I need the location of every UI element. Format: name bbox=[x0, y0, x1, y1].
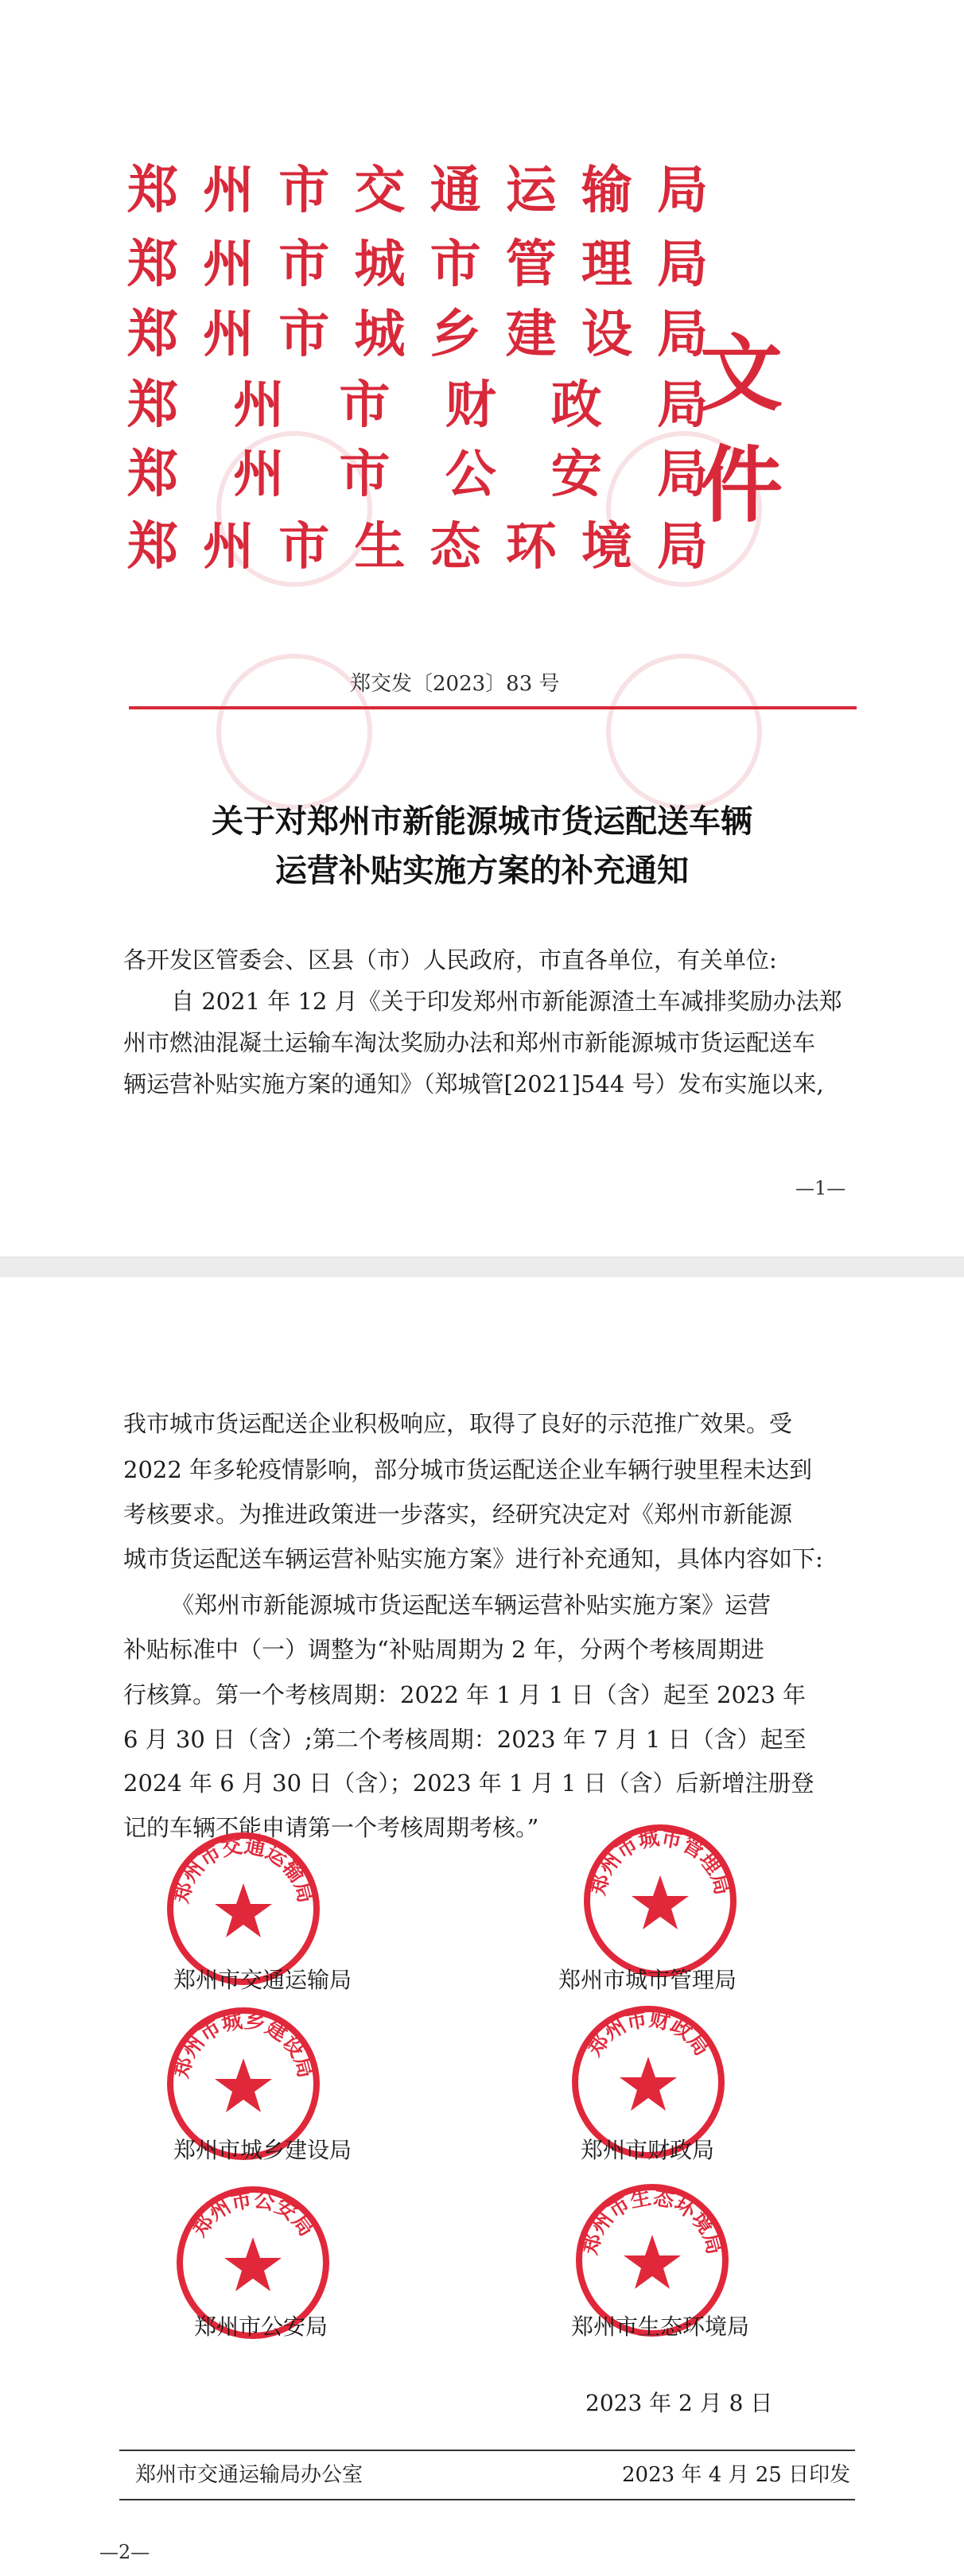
notice-title-line-1: 关于对郑州市新能源城市货运配送车辆 bbox=[212, 802, 752, 840]
body-paragraph-line: 记的车辆不能申请第一个考核周期考核。” bbox=[123, 1814, 539, 1841]
header-org-line-1: 郑 州 市 交 通 运 输 局 bbox=[127, 161, 708, 220]
red-divider-rule bbox=[129, 706, 857, 709]
body-paragraph-line: 我市城市货运配送企业积极响应，取得了良好的示范推广效果。受 bbox=[123, 1410, 793, 1437]
body-paragraph-line: 补贴标准中（一）调整为“补贴周期为 2 年，分两个考核周期进 bbox=[123, 1636, 764, 1663]
body-paragraph-line: 2024 年 6 月 30 日（含）；2023 年 1 月 1 日（含）后新增注册登 bbox=[123, 1770, 814, 1797]
footer-issuing-office: 郑州市交通运输局办公室 bbox=[135, 2463, 363, 2487]
body-paragraph-line: 考核要求。为推进政策进一步落实，经研究决定对《郑州市新能源 bbox=[123, 1501, 793, 1528]
header-org-line-3: 郑 州 市 城 乡 建 设 局 bbox=[127, 305, 708, 364]
header-org-line-4: 郑 州 市 财 政 局 bbox=[127, 375, 708, 435]
header-org-line-5: 郑 州 市 公 安 局 bbox=[127, 445, 708, 504]
footer-rule-bottom bbox=[119, 2499, 855, 2500]
signature-org-3: 郑州市城乡建设局 bbox=[173, 2137, 352, 2163]
body-paragraph-line: 辆运营补贴实施方案的通知》（郑城管[2021]544 号）发布实施以来, bbox=[123, 1070, 824, 1098]
signature-org-4: 郑州市财政局 bbox=[581, 2137, 715, 2163]
body-paragraph-line: 州市燃油混凝土运输车淘汰奖励办法和郑州市新能源城市货运配送车 bbox=[123, 1029, 816, 1056]
body-paragraph-line: 城市货运配送车辆运营补贴实施方案》进行补充通知，具体内容如下: bbox=[123, 1545, 823, 1572]
page-separator bbox=[0, 1257, 964, 1278]
page-2 bbox=[0, 1277, 964, 2576]
signature-org-1: 郑州市交通运输局 bbox=[173, 1967, 352, 1993]
page-1 bbox=[0, 0, 964, 1257]
document-suffix: 文件 bbox=[700, 324, 779, 534]
official-seal-city-management bbox=[581, 1821, 740, 1980]
footer-rule-top bbox=[119, 2450, 855, 2451]
svg-text:郑州市城乡建设局: 郑州市城乡建设局 bbox=[169, 2009, 318, 2081]
signature-org-2: 郑州市城市管理局 bbox=[558, 1967, 737, 1993]
footer-print-date: 2023 年 4 月 25 日印发 bbox=[622, 2463, 851, 2487]
body-paragraph-line: 自 2021 年 12 月《关于印发郑州市新能源渣土车减排奖励办法郑 bbox=[171, 988, 842, 1015]
svg-text:郑州市公安局: 郑州市公安局 bbox=[187, 2188, 319, 2241]
header-org-line-2: 郑 州 市 城 市 管 理 局 bbox=[127, 235, 708, 294]
page-number: —1— bbox=[795, 1177, 846, 1199]
body-paragraph-line: 6 月 30 日（含）;第二个考核周期：2023 年 7 月 1 日（含）起至 bbox=[123, 1726, 807, 1753]
signature-org-5: 郑州市公安局 bbox=[194, 2314, 328, 2340]
header-org-line-6: 郑 州 市 生 态 环 境 局 bbox=[127, 517, 708, 577]
signature-org-6: 郑州市生态环境局 bbox=[571, 2314, 750, 2340]
body-paragraph-line: 行核算。第一个考核周期：2022 年 1 月 1 日（含）起至 2023 年 bbox=[123, 1681, 807, 1708]
document-number: 郑交发〔2023〕83 号 bbox=[350, 672, 560, 696]
signing-date: 2023 年 2 月 8 日 bbox=[585, 2390, 773, 2416]
notice-title-line-2: 运营补贴实施方案的补充通知 bbox=[275, 852, 689, 889]
body-paragraph-line: 2022 年多轮疫情影响，部分城市货运配送企业车辆行驶里程未达到 bbox=[123, 1456, 813, 1483]
body-paragraph-line: 《郑州市新能源城市货运配送车辆运营补贴实施方案》运营 bbox=[171, 1591, 772, 1618]
svg-text:郑州市交通运输局: 郑州市交通运输局 bbox=[169, 1834, 318, 1906]
svg-text:郑州市生态环境局: 郑州市生态环境局 bbox=[577, 2186, 727, 2257]
svg-text:郑州市城市管理局: 郑州市城市管理局 bbox=[585, 1826, 735, 1898]
svg-text:郑州市财政局: 郑州市财政局 bbox=[582, 2007, 714, 2061]
official-seal-transport bbox=[164, 1829, 323, 1988]
page-number: —2— bbox=[99, 2541, 150, 2563]
salutation: 各开发区管委会、区县（市）人民政府，市直各单位，有关单位: bbox=[123, 946, 777, 973]
